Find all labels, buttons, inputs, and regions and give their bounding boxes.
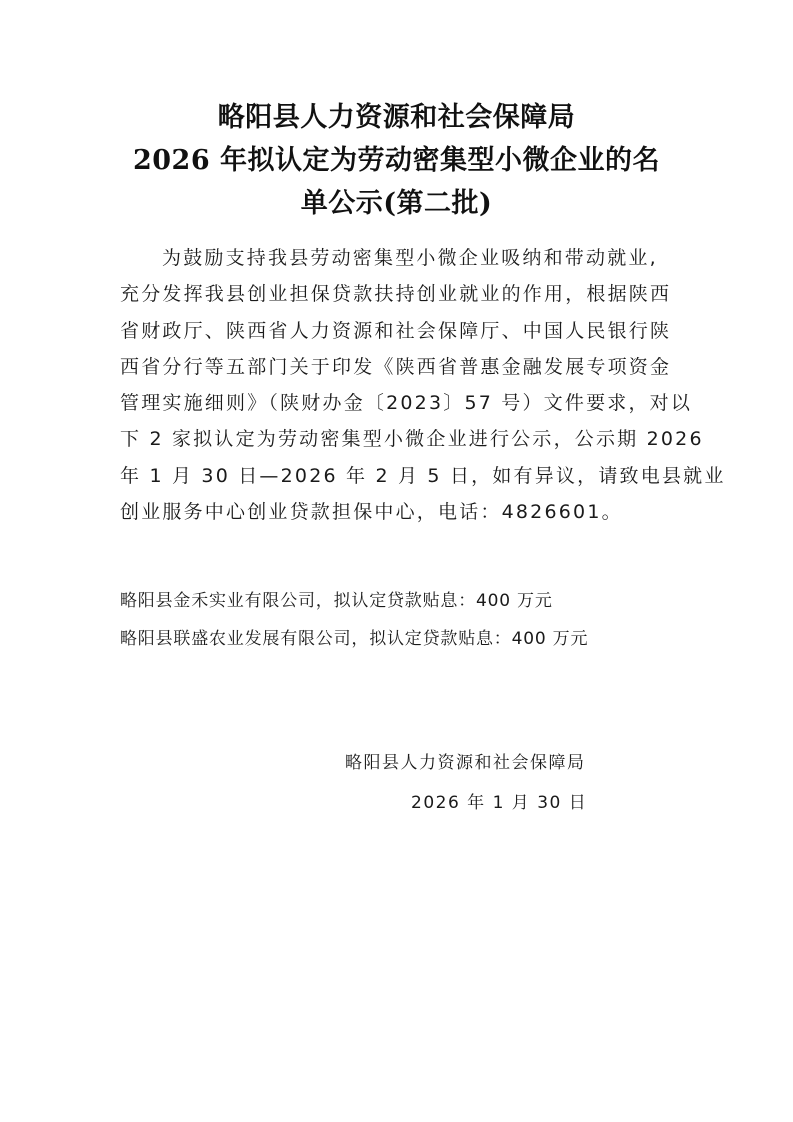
paragraph-line: 充分发挥我县创业担保贷款扶持创业就业的作用，根据陕西 bbox=[120, 283, 672, 306]
title-line-1: 略阳县人力资源和社会保障局 bbox=[217, 102, 576, 133]
paragraph-line: 西省分行等五部门关于印发《陕西省普惠金融发展专项资金 bbox=[120, 355, 672, 378]
paragraph-line: 省财政厅、陕西省人力资源和社会保障厅、中国人民银行陕 bbox=[120, 319, 672, 342]
title-line-3: 单公示(第二批) bbox=[300, 188, 493, 219]
paragraph-line: 为鼓励支持我县劳动密集型小微企业吸纳和带动就业, bbox=[162, 247, 658, 269]
paragraph-line: 年 1 月 30 日—2026 年 2 月 5 日，如有异议，请致电县就业 bbox=[120, 464, 726, 487]
title-line-2: 2026 年拟认定为劳动密集型小微企业的名 bbox=[132, 145, 661, 176]
paragraph-line: 创业服务中心创业贷款担保中心，电话：4826601。 bbox=[120, 501, 623, 524]
company-list-item: 略阳县金禾实业有限公司，拟认定贷款贴息：400 万元 bbox=[120, 591, 553, 611]
signature-date: 2026 年 1 月 30 日 bbox=[411, 793, 588, 813]
paragraph-line: 下 2 家拟认定为劳动密集型小微企业进行公示，公示期 2026 bbox=[120, 428, 704, 451]
signature-org: 略阳县人力资源和社会保障局 bbox=[345, 753, 586, 773]
paragraph-line: 管理实施细则》（陕财办金〔2023〕57 号）文件要求，对以 bbox=[120, 392, 693, 415]
company-list-item: 略阳县联盛农业发展有限公司，拟认定贷款贴息：400 万元 bbox=[120, 629, 589, 649]
notice-paragraph bbox=[120, 240, 726, 530]
